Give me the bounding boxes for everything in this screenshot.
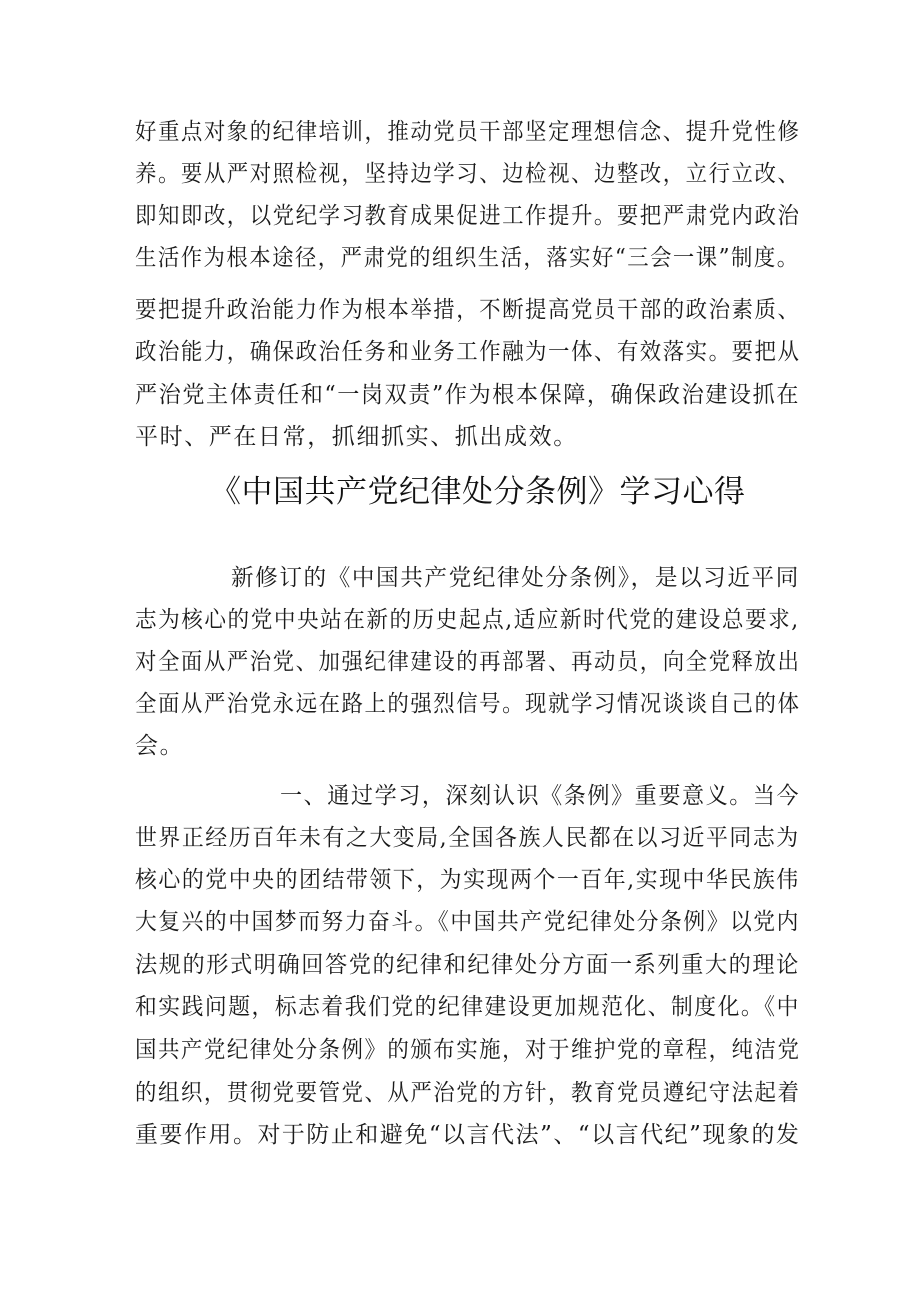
text-line: 一、通过学习，深刻认识《条例》重要意义。当今: [280, 783, 801, 809]
text-line: 新修订的《中国共产党纪律处分条例》，是以习近平同: [231, 565, 800, 591]
text-line: 国共产党纪律处分条例》的颁布实施，对于维护党的章程，纯洁党: [135, 1037, 801, 1063]
text-line: 全面从严治党永远在路上的强烈信号。现就学习情况谈谈自己的体: [135, 691, 801, 717]
text-line: 养。要从严对照检视，坚持边学习、边检视、边整改，立行立改、: [135, 161, 801, 187]
text-line: 即知即改，以党纪学习教育成果促进工作提升。要把严肃党内政治: [135, 203, 801, 229]
text-line: 重要作用。对于防止和避免“以言代法”、“以言代纪”现象的发: [135, 1122, 801, 1148]
text-line: 生活作为根本途径，严肃党的组织生活，落实好“三会一课”制度。: [135, 245, 800, 271]
text-line: 对全面从严治党、加强纪律建设的再部署、再动员，向全党释放出: [135, 649, 801, 675]
text-line: 志为核心的党中央站在新的历史起点,适应新时代党的建设总要求,: [135, 607, 800, 633]
text-line: 要把提升政治能力作为根本举措，不断提高党员干部的政治素质、: [135, 297, 801, 323]
text-line: 和实践问题，标志着我们党的纪律建设更加规范化、制度化。《中: [135, 994, 800, 1020]
text-line: 好重点对象的纪律培训，推动党员干部坚定理想信念、提升党性修: [135, 119, 801, 145]
text-line: 会。: [135, 733, 185, 759]
text-line: 世界正经历百年未有之大变局,全国各族人民都在以习近平同志为: [135, 825, 800, 851]
text-line: 政治能力，确保政治任务和业务工作融为一体、有效落实。要把从: [135, 339, 801, 365]
text-line: 平时、严在日常，抓细抓实、抓出成效。: [135, 424, 578, 450]
text-line: 严治党主体责任和“一岗双责”作为根本保障，确保政治建设抓在: [135, 382, 800, 408]
text-line: 大复兴的中国梦而努力奋斗。《中国共产党纪律处分条例》以党内: [135, 909, 800, 935]
text-line: 核心的党中央的团结带领下，为实现两个一百年,实现中华民族伟: [135, 867, 800, 893]
text-line: 法规的形式明确回答党的纪律和纪律处分方面一系列重大的理论: [135, 952, 800, 978]
text-line: 的组织，贯彻党要管党、从严治党的方针，教育党员遵纪守法起着: [135, 1080, 801, 1106]
document-title: 《中国共产党纪律处分条例》学习心得: [210, 474, 746, 510]
